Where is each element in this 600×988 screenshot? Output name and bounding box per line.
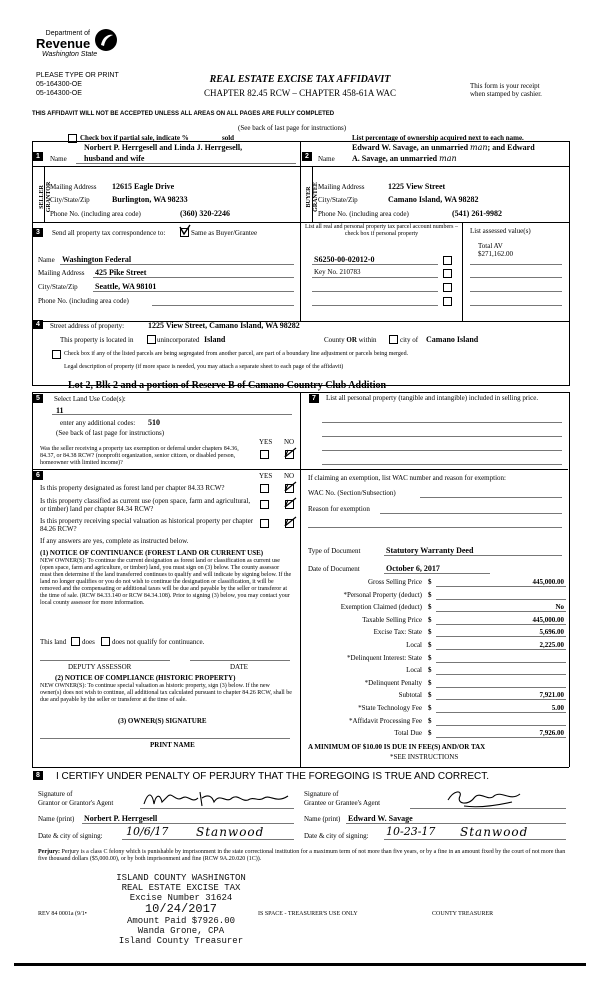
perjury-text: Perjury is a class C felony which is punishable by imprisonment in the state correctional institution for a maximum term of not more than five years, or by a fine in an amount fixed by the court of not more than five thousand dollars ($5,000.00), or by both imprisonment and fine (RCW 9A.20.020 (1C)). bbox=[38, 849, 566, 862]
calc-dollar-sign: $ bbox=[428, 729, 432, 737]
calc-underline bbox=[436, 586, 566, 587]
section-3-number: 3 bbox=[33, 228, 43, 237]
grantee-date: 10-23-17 bbox=[386, 825, 436, 838]
calc-label: Subtotal bbox=[398, 691, 422, 699]
notice-2-title: (2) NOTICE OF COMPLIANCE (HISTORIC PROPERTY) bbox=[55, 674, 236, 682]
stamp-line-6: Wanda Grone, CPA bbox=[137, 926, 225, 936]
forest-land-question: Is this property designated as forest land per chapter 84.33 RCW? bbox=[40, 484, 225, 492]
calc-dollar-sign: $ bbox=[428, 704, 432, 712]
calc-underline bbox=[436, 737, 566, 738]
seller-city-label: City/State/Zip bbox=[50, 196, 90, 204]
calc-underline bbox=[436, 674, 566, 675]
corr-address-label: Mailing Address bbox=[38, 269, 85, 277]
city-of-label: city of bbox=[400, 336, 419, 344]
calc-label: *Delinquent Penalty bbox=[364, 679, 422, 687]
historical-yes-checkbox[interactable] bbox=[260, 519, 269, 528]
current-use-question: Is this property classified as current use (open space, farm and agricultural, or timber) land per chapter 84.34 RCW? bbox=[40, 497, 251, 513]
segregated-checkbox[interactable] bbox=[52, 350, 61, 359]
section-8-number: 8 bbox=[33, 771, 43, 780]
doc-date-label: Date of Document bbox=[308, 565, 360, 573]
seller-city: Burlington, WA 98233 bbox=[112, 195, 188, 204]
calc-label: Taxable Selling Price bbox=[362, 616, 422, 624]
calc-dollar-sign: $ bbox=[428, 591, 432, 599]
corr-name-label: Name bbox=[38, 256, 55, 264]
calc-label: Local bbox=[406, 641, 422, 649]
unincorporated-label: unincorporated bbox=[157, 336, 200, 344]
grantee-signature bbox=[444, 786, 524, 810]
see-back-note: (See back of last page for instructions) bbox=[238, 124, 347, 132]
total-av-value: $271,162.00 bbox=[478, 250, 513, 258]
calc-value: 5.00 bbox=[551, 704, 564, 712]
form-subtitle: CHAPTER 82.45 RCW – CHAPTER 458-61A WAC bbox=[204, 88, 396, 98]
this-land-label: This land bbox=[40, 638, 67, 646]
calc-label: Total Due bbox=[394, 729, 422, 737]
buyer-phone: (541) 261-9982 bbox=[452, 209, 502, 218]
calc-underline bbox=[436, 599, 566, 600]
calc-underline bbox=[436, 712, 566, 713]
personal-property-checkbox-4[interactable] bbox=[443, 297, 452, 306]
bottom-rule bbox=[14, 963, 586, 966]
corr-city-label: City/State/Zip bbox=[38, 283, 78, 291]
certify-statement: I CERTIFY UNDER PENALTY OF PERJURY THAT THE FOREGOING IS TRUE AND CORRECT. bbox=[56, 771, 490, 782]
partial-sold-label: sold bbox=[222, 134, 235, 142]
print-name-label: PRINT NAME bbox=[150, 741, 195, 749]
calc-underline bbox=[436, 662, 566, 663]
calc-value: 445,000.00 bbox=[532, 578, 564, 586]
exemption-question: Was the seller receiving a property tax exemption or deferral under chapters 84.36, 84.37, or 84.38 RCW? (nonprofit organization, senior citizen, or disabled person, homeowner with limited income)? bbox=[40, 446, 239, 466]
see-back-sec5: (See back of last page for instructions) bbox=[56, 429, 165, 437]
grantor-city: Stanwood bbox=[196, 825, 265, 839]
reason-label: Reason for exemption bbox=[308, 505, 370, 513]
land-use-label: Select Land Use Code(s): bbox=[54, 395, 126, 403]
treasurer-use-only: IS SPACE - TREASURER'S USE ONLY bbox=[258, 911, 358, 917]
minimum-fee-note: A MINIMUM OF $10.00 IS DUE IN FEE(S) AND/OR TAX bbox=[308, 743, 486, 751]
does-not-checkbox[interactable] bbox=[101, 637, 110, 646]
calc-underline bbox=[436, 624, 566, 625]
grantee-sig-of: Signature of bbox=[304, 790, 339, 798]
stamp-line-4: 10/24/2017 bbox=[144, 902, 217, 916]
calc-label: *State Technology Fee bbox=[358, 704, 422, 712]
date-label: DATE bbox=[230, 663, 248, 671]
grantee-date-label: Date & city of signing: bbox=[304, 832, 369, 840]
calc-dollar-sign: $ bbox=[428, 666, 432, 674]
doc-type: Statutory Warranty Deed bbox=[386, 546, 474, 555]
buyer-city-label: City/State/Zip bbox=[318, 196, 358, 204]
grantor-signature bbox=[142, 788, 292, 810]
buyer-address: 1225 View Street bbox=[388, 182, 446, 191]
grantor-date: 10/6/17 bbox=[126, 825, 169, 838]
list-percentage-note: List percentage of ownership acquired next to each name. bbox=[352, 134, 524, 142]
buyer-name-line-1 bbox=[352, 143, 535, 152]
logo-dept-line2: Revenue bbox=[36, 36, 91, 51]
calc-value: 7,926.00 bbox=[539, 729, 564, 737]
additional-code: 510 bbox=[148, 418, 160, 427]
assessed-header: List assessed value(s) bbox=[470, 227, 531, 235]
corr-name: Washington Federal bbox=[62, 255, 132, 264]
section-1-number: 1 bbox=[33, 152, 43, 161]
located-label: This property is located in bbox=[60, 336, 134, 344]
calc-underline bbox=[436, 699, 566, 700]
parcel-number-1: S6250-00-02012-0 bbox=[314, 255, 375, 264]
unincorporated-checkbox[interactable] bbox=[147, 335, 156, 344]
calc-dollar-sign: $ bbox=[428, 578, 432, 586]
calc-label: Exemption Claimed (deduct) bbox=[340, 603, 422, 611]
sec5-yes-header: YES bbox=[259, 438, 273, 446]
calc-label: *Delinquent Interest: State bbox=[346, 654, 422, 662]
calc-dollar-sign: $ bbox=[428, 691, 432, 699]
calc-dollar-sign: $ bbox=[428, 717, 432, 725]
does-label: does bbox=[82, 638, 95, 646]
sec5-no-checkmark-icon bbox=[284, 446, 297, 459]
parcel-key-number: Key No. 210783 bbox=[314, 268, 361, 276]
buyer-name-1-hand: man bbox=[470, 143, 488, 152]
calc-dollar-sign: $ bbox=[428, 654, 432, 662]
grantor-sig-label: Grantor or Grantor's Agent bbox=[38, 799, 114, 807]
historical-no-checkmark-icon bbox=[284, 515, 297, 528]
notice-1-body: NEW OWNER(S): To continue the current designation as forest land or classification as current use (open space, farm and agriculture, or timber) land, you must sign on (3) below. The county assessor must then determine if the land transferred continues to qualify and will indicate by signing below. If the land no longer qualifies or you do not wish to continue the designation or classification, it will be removed and the compensating or additional taxes will be due and payable by the seller or transferor at the time of sale. (RCW 84.33.140 or RCW 84.34.108). Prior to signing (3) below, you may contact your local county assessor for more information. bbox=[40, 558, 292, 606]
section-5-number: 5 bbox=[33, 394, 43, 403]
exemption-claim-label: If claiming an exemption, list WAC number and reason for exemption: bbox=[308, 474, 506, 482]
buyer-name-line-2 bbox=[352, 154, 457, 163]
stamp-line-2: REAL ESTATE EXCISE TAX bbox=[121, 883, 241, 893]
personal-property-label: List all personal property (tangible and intangible) included in selling price. bbox=[326, 394, 539, 402]
grantor-date-label: Date & city of signing: bbox=[38, 832, 103, 840]
parcel-header: List all real and personal property tax parcel account numbers – check box if personal property bbox=[305, 224, 458, 237]
stamp-line-7: Island County Treasurer bbox=[118, 936, 244, 946]
perjury-note bbox=[38, 849, 568, 863]
grantor-sig-of: Signature of bbox=[38, 790, 73, 798]
seller-name-1: Norbert P. Herrgesell and Linda J. Herrgesell, bbox=[84, 143, 243, 152]
historical-question: Is this property receiving special valuation as historical property per chapter 84.26 RCW? bbox=[40, 517, 254, 533]
seller-side-label: SELLER GRANTOR bbox=[39, 181, 52, 213]
rev-number: REV 84 0001a (9/1• bbox=[38, 911, 87, 917]
doc-date: October 6, 2017 bbox=[386, 564, 440, 573]
calc-dollar-sign: $ bbox=[428, 603, 432, 611]
sec5-no-header: NO bbox=[284, 438, 295, 446]
legal-description-label: Legal description of property (if more space is needed, you may attach a separate sheet to each page of the affidavit) bbox=[64, 364, 344, 370]
personal-property-checkbox-3[interactable] bbox=[443, 283, 452, 292]
county-treasurer-label: COUNTY TREASURER bbox=[432, 911, 494, 917]
warning-line: THIS AFFIDAVIT WILL NOT BE ACCEPTED UNLESS ALL AREAS ON ALL PAGES ARE FULLY COMPLETED bbox=[32, 111, 335, 117]
calc-label: *Personal Property (deduct) bbox=[343, 591, 422, 599]
notice-1-title: (1) NOTICE OF CONTINUANCE (FOREST LAND OR CURRENT USE) bbox=[40, 549, 264, 557]
calc-dollar-sign: $ bbox=[428, 679, 432, 687]
calc-value: 7,921.00 bbox=[539, 691, 564, 699]
forest-yes-checkbox[interactable] bbox=[260, 484, 269, 493]
calc-dollar-sign: $ bbox=[428, 628, 432, 636]
calc-label: Local bbox=[406, 666, 422, 674]
seller-address: 12615 Eagle Drive bbox=[112, 182, 175, 191]
please-type: PLEASE TYPE OR PRINT bbox=[36, 72, 119, 79]
buyer-name-1: Edward W. Savage, an unmarried bbox=[352, 143, 469, 152]
located-county: Island bbox=[204, 335, 226, 344]
notice-2-body: NEW OWNER(S): To continue special valuation as historic property, sign (3) below. If the new owner(s) does not wish to continue, all additional tax calculated pursuant to chapter 84.26 RCW, shall be due and payable by the seller or transferor at the time of sale. bbox=[40, 683, 292, 703]
seller-phone: (360) 320-2246 bbox=[180, 209, 230, 218]
sec5-yes-checkbox[interactable] bbox=[260, 450, 269, 459]
calc-label: Gross Selling Price bbox=[367, 578, 422, 586]
calc-value: 5,696.00 bbox=[539, 628, 564, 636]
segregated-label: Check box if any of the listed parcels are being segregated from another parcel, are part of a boundary line adjustment or parcels being merged. bbox=[64, 351, 409, 357]
city-of-checkbox[interactable] bbox=[389, 335, 398, 344]
grantee-city: Stanwood bbox=[460, 825, 529, 839]
calc-label: Excise Tax: State bbox=[373, 628, 422, 636]
section-4-number: 4 bbox=[33, 320, 43, 329]
county-label bbox=[324, 336, 377, 344]
calc-underline bbox=[436, 687, 566, 688]
personal-property-checkbox-2[interactable] bbox=[443, 269, 452, 278]
calc-value: 2,225.00 bbox=[539, 641, 564, 649]
does-not-label: does not qualify for continuance. bbox=[112, 638, 205, 646]
receipt-note-2: when stamped by cashier. bbox=[470, 90, 542, 98]
grantor-name-label: Name (print) bbox=[38, 815, 75, 823]
stamp-line-3: Excise Number 31624 bbox=[129, 893, 233, 903]
sec6-yes-header: YES bbox=[259, 472, 273, 480]
buyer-side-label: BUYER GRANTEE bbox=[306, 182, 319, 212]
wac-label: WAC No. (Section/Subsection) bbox=[308, 489, 396, 497]
buyer-name-1-end: ; and Edward bbox=[487, 143, 535, 152]
calc-underline bbox=[436, 636, 566, 637]
calc-underline bbox=[436, 725, 566, 726]
section-6-number: 6 bbox=[33, 471, 43, 480]
calc-value: 445,000.00 bbox=[532, 616, 564, 624]
forest-no-checkmark-icon bbox=[284, 480, 297, 493]
within-word: within bbox=[358, 336, 377, 344]
personal-property-checkbox-1[interactable] bbox=[443, 256, 452, 265]
logo-dept-line1: Department of bbox=[45, 30, 90, 37]
current-use-no-checkmark-icon bbox=[284, 496, 297, 509]
seller-address-label: Mailing Address bbox=[50, 183, 97, 191]
form-number-1: 05-164300-OE bbox=[36, 81, 82, 88]
dor-logo bbox=[36, 28, 126, 68]
checkmark-icon bbox=[179, 224, 191, 236]
calc-label: *Affidavit Processing Fee bbox=[349, 717, 422, 725]
seller-name-label: Name bbox=[50, 155, 67, 163]
stamp-line-5: Amount Paid $7926.00 bbox=[126, 916, 236, 926]
corr-city: Seattle, WA 98101 bbox=[95, 282, 157, 291]
corr-phone-label: Phone No. (including area code) bbox=[38, 297, 129, 305]
current-use-yes-checkbox[interactable] bbox=[260, 500, 269, 509]
buyer-name-label: Name bbox=[318, 155, 335, 163]
total-av-label: Total AV bbox=[478, 242, 503, 250]
grantor-name: Norbert P. Herrgesell bbox=[84, 814, 158, 823]
dor-logo-icon bbox=[94, 28, 118, 52]
county-word: County bbox=[324, 336, 345, 344]
corr-address: 425 Pike Street bbox=[95, 268, 147, 277]
buyer-address-label: Mailing Address bbox=[318, 183, 365, 191]
calc-value: No bbox=[555, 603, 564, 611]
partial-sale-label: Check box if partial sale, indicate % bbox=[80, 134, 189, 142]
see-instructions: *SEE INSTRUCTIONS bbox=[390, 753, 459, 761]
sec6-no-header: NO bbox=[284, 472, 295, 480]
street-address: 1225 View Street, Camano Island, WA 98282 bbox=[148, 321, 300, 330]
form-number-2: 05-164300-OE bbox=[36, 90, 82, 97]
deputy-assessor-label: DEPUTY ASSESSOR bbox=[68, 663, 132, 671]
street-address-label: Street address of property: bbox=[50, 322, 125, 330]
section-7-number: 7 bbox=[309, 394, 319, 403]
calc-dollar-sign: $ bbox=[428, 641, 432, 649]
correspondence-label: Send all property tax correspondence to: bbox=[52, 229, 166, 237]
calc-dollar-sign: $ bbox=[428, 616, 432, 624]
calc-underline bbox=[436, 611, 566, 612]
buyer-phone-label: Phone No. (including area code) bbox=[318, 210, 409, 218]
grantee-name-label: Name (print) bbox=[304, 815, 341, 823]
grantee-name: Edward W. Savage bbox=[348, 814, 413, 823]
buyer-name-2-hand: man bbox=[439, 154, 457, 163]
logo-dept-line3: Washington State bbox=[42, 51, 98, 58]
buyer-name-2: A. Savage, an unmarried bbox=[352, 154, 438, 163]
legal-description: Lot 2, Blk 2 and a portion of Reserve B of Camano Country Club Addition bbox=[68, 380, 387, 391]
receipt-note-1: This form is your receipt bbox=[470, 82, 540, 90]
answer-note: If any answers are yes, complete as instructed below. bbox=[40, 537, 189, 545]
owner-signature-label: (3) OWNER(S) SIGNATURE bbox=[118, 717, 207, 725]
additional-codes-label: enter any additional codes: bbox=[60, 419, 136, 427]
stamp-line-1: ISLAND COUNTY WASHINGTON bbox=[116, 873, 246, 883]
buyer-city: Camano Island, WA 98282 bbox=[388, 195, 479, 204]
section-2-number: 2 bbox=[302, 152, 312, 161]
seller-name-2: husband and wife bbox=[84, 154, 145, 163]
same-as-buyer-label: Same as Buyer/Grantee bbox=[191, 229, 258, 237]
grantee-sig-label: Grantee or Grantee's Agent bbox=[304, 799, 381, 807]
treasurer-stamp bbox=[106, 873, 256, 946]
calc-underline bbox=[436, 649, 566, 650]
seller-phone-label: Phone No. (including area code) bbox=[50, 210, 141, 218]
or-word: OR bbox=[346, 336, 357, 344]
city-of-value: Camano Island bbox=[426, 335, 479, 344]
perjury-label: Perjury: bbox=[38, 849, 60, 855]
form-title: REAL ESTATE EXCISE TAX AFFIDAVIT bbox=[209, 74, 391, 85]
does-checkbox[interactable] bbox=[71, 637, 80, 646]
land-use-code: 11 bbox=[56, 406, 64, 415]
doc-type-label: Type of Document bbox=[308, 547, 361, 555]
